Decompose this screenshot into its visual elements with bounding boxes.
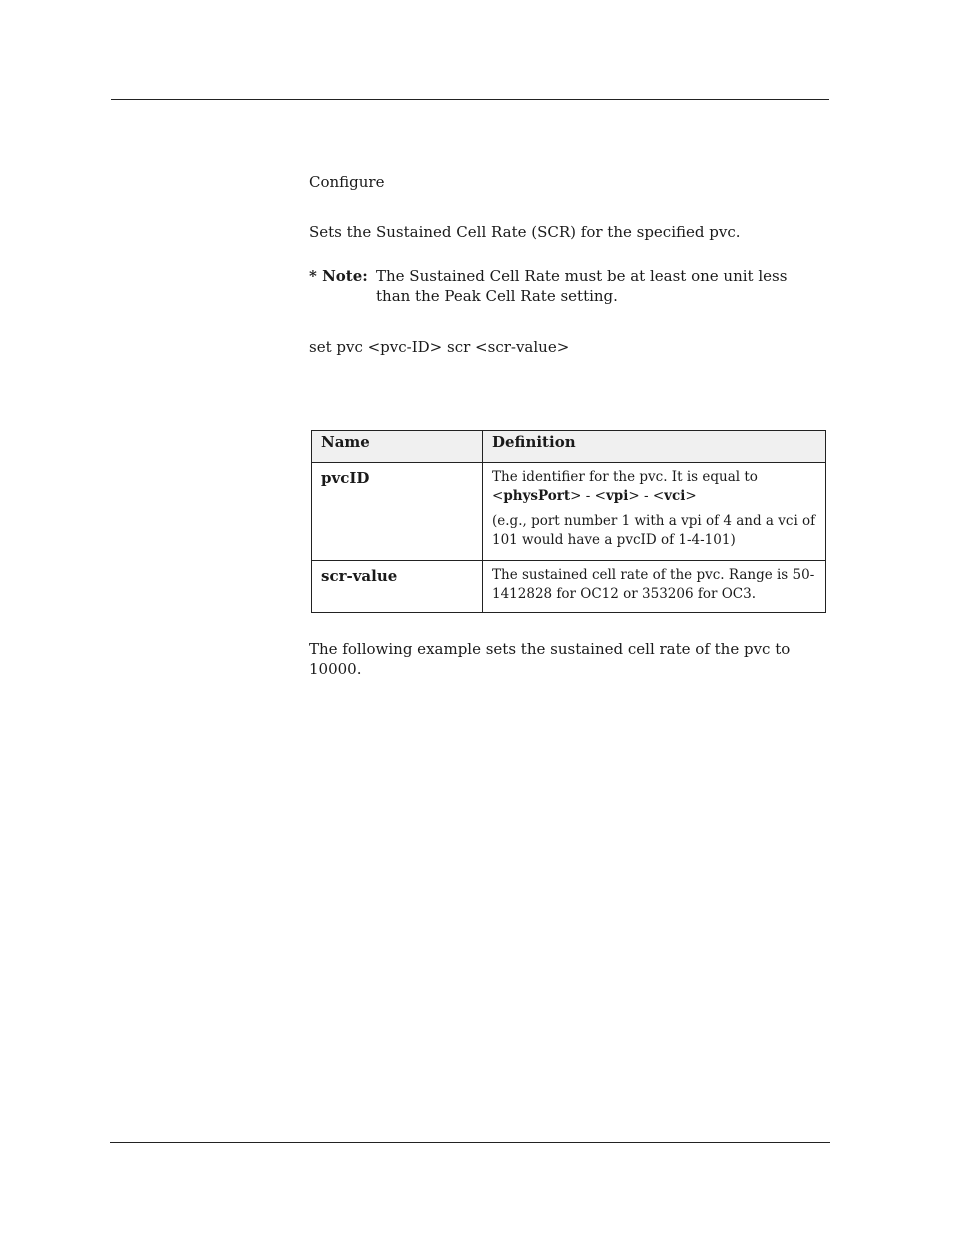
note-body <box>376 266 816 306</box>
table-row <box>312 561 826 613</box>
note-line-2: than the Peak Cell Rate setting. <box>376 287 618 305</box>
param-name: pvcID <box>312 463 483 561</box>
command-syntax: set pvc <pvc-ID> scr <scr-value> <box>309 338 570 356</box>
example-text: The following example sets the sustained cell rate of the pvc to 10000. <box>309 640 791 678</box>
param-definition <box>483 561 826 613</box>
command-description: Sets the Sustained Cell Rate (SCR) for the specified pvc. <box>309 223 741 241</box>
column-header-definition: Definition <box>483 431 826 463</box>
param-definition <box>483 463 826 561</box>
table-row <box>312 463 826 561</box>
term-physport: physPort <box>503 488 571 504</box>
term-vci: vci <box>664 488 686 504</box>
footer-rule <box>110 1142 830 1143</box>
note-line-1: The Sustained Cell Rate must be at least one unit less <box>376 267 788 285</box>
parameters-table <box>311 430 826 613</box>
header-rule <box>111 99 829 100</box>
param-name: scr-value <box>312 561 483 613</box>
command-mode: Configure <box>309 173 385 191</box>
definition-text: The identifier for the pvc. It is equal to <physPort> - <vpi> - <vci> <box>492 469 758 504</box>
column-header-name: Name <box>312 431 483 463</box>
definition-text: The sustained cell rate of the pvc. Range is 50-1412828 for OC12 or 353206 for OC3. <box>492 567 815 602</box>
term-vpi: vpi <box>605 488 629 504</box>
table-header-row <box>312 431 826 463</box>
note-label: * Note: <box>309 267 368 285</box>
definition-example: (e.g., port number 1 with a vpi of 4 and a vci of 101 would have a pvcID of 1-4-101) <box>492 513 816 548</box>
